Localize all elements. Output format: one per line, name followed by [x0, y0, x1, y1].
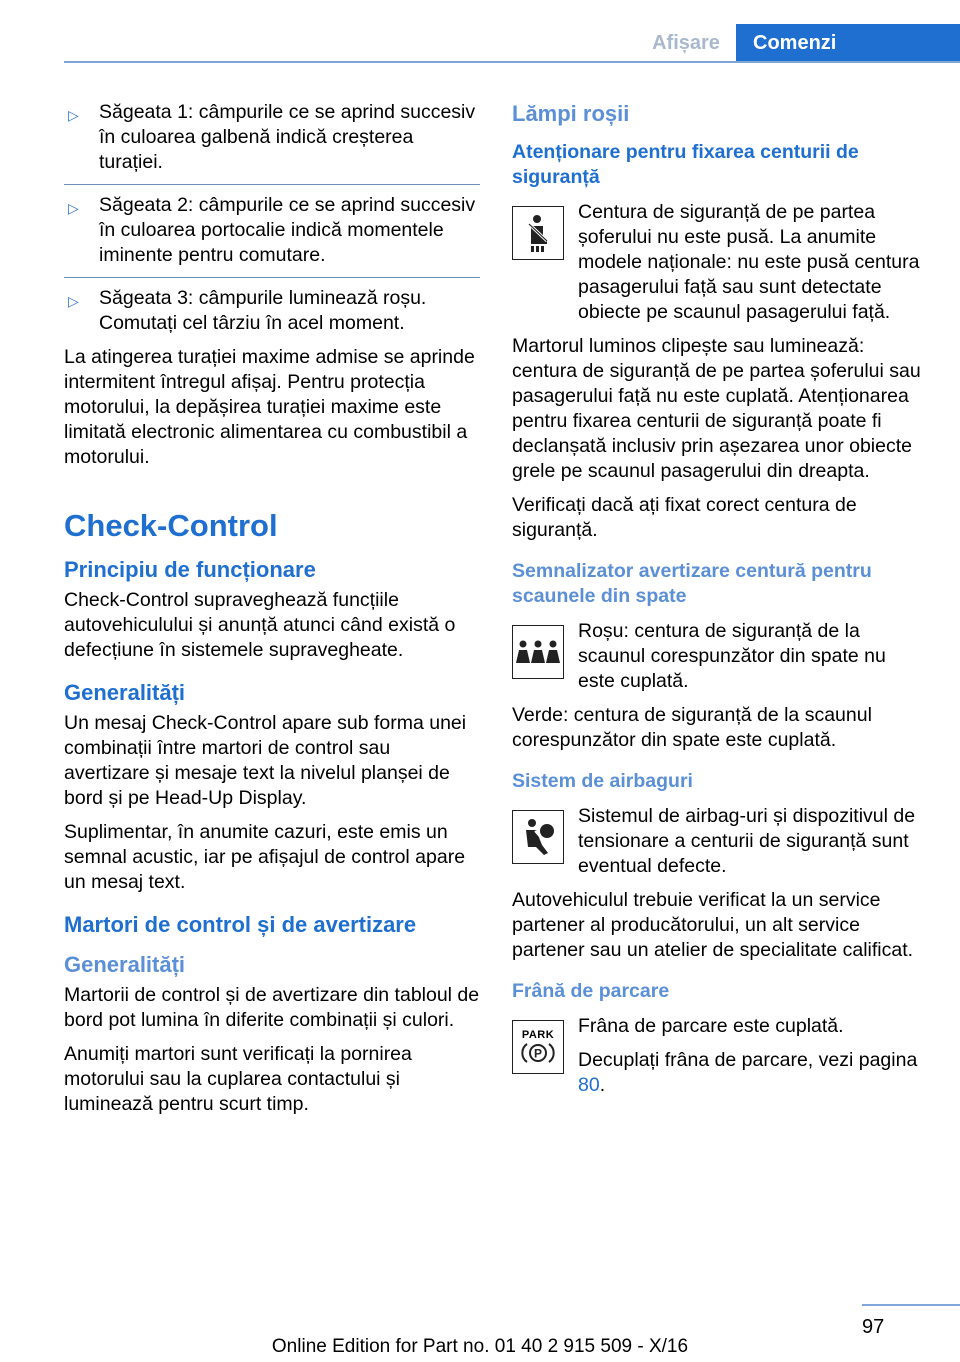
paragraph: La atingerea turației maxime admise se aprinde intermitent întregul afișaj. Pentru protecția motorului, la depășirea turației maxime este limitată electronic alimentarea cu combustibil a motorului. — [64, 346, 475, 468]
heading-atentionare-centura: Atenționare pentru fixarea centurii de siguranță — [512, 141, 859, 188]
seatbelt-warning-icon — [512, 206, 564, 260]
list-item — [64, 286, 480, 336]
section-title-check-control: Check-Control — [64, 508, 278, 543]
triangle-bullet-icon: ▷ — [68, 293, 79, 309]
divider — [64, 184, 480, 185]
seatbelt-warning-text: Centura de siguranță de pe partea șoferului nu este pusă. La anumite modele naționale: nu este pusă centura pasagerului față sau sunt detectate obiecte pe scaunul pasagerului față. — [578, 201, 920, 323]
park-brake-icon — [512, 1020, 564, 1074]
paragraph: Frâna de parcare este cuplată. — [578, 1015, 844, 1037]
paragraph: Martorul luminos clipește sau luminează: centura de siguranță de pe partea șoferului sau pasagerului față nu este cuplată. Atenționarea pentru fixarea centurii de siguranță poate fi declanșată inclusiv prin așezarea unor obiecte grele pe scaunul pasagerului din dreapta. — [512, 335, 921, 482]
heading-generalitati-2: Generalități — [64, 952, 186, 977]
park-instruction: Decuplați frâna de parcare, vezi pagina — [578, 1049, 918, 1071]
heading-airbag: Sistem de airbaguri — [512, 770, 693, 792]
paragraph: Anumiți martori sunt verificați la pornirea motorului sau la cuplarea contactului și luminează pentru scurt timp. — [64, 1043, 412, 1115]
list-item — [64, 193, 480, 268]
header-divider — [64, 61, 960, 63]
heading-generalitati: Generalități — [64, 680, 186, 705]
bullet-text: Săgeata 3: câmpurile luminează roșu. Comutați cel târziu în acel moment. — [99, 287, 427, 334]
period: . — [599, 1074, 606, 1096]
heading-martori: Martori de control și de avertizare — [64, 912, 417, 937]
list-item — [64, 100, 480, 175]
park-brake-text — [578, 1014, 928, 1107]
edition-footer: Online Edition for Part no. 01 40 2 915 509 - X/16 — [271, 1336, 689, 1357]
paragraph: Verde: centura de siguranță de la scaunul corespunzător din spate este cuplată. — [512, 704, 872, 751]
page-header — [0, 0, 960, 62]
triangle-bullet-icon: ▷ — [68, 200, 79, 216]
svg-text:P: P — [533, 1046, 543, 1061]
triangle-bullet-icon: ▷ — [68, 107, 79, 123]
bullet-text: Săgeata 2: câmpurile ce se aprind succesiv în culoarea portocalie indică momentele iminente pentru comutare. — [99, 194, 476, 266]
paragraph: Verificați dacă ați fixat corect centura de siguranță. — [512, 494, 857, 541]
right-column — [512, 100, 928, 1107]
page-number: 97 — [862, 1316, 885, 1338]
park-label: PARK — [521, 1029, 555, 1041]
airbag-icon — [512, 810, 564, 864]
rear-seatbelt-icon — [512, 625, 564, 679]
tab-comenzi[interactable]: Comenzi — [736, 24, 960, 62]
page-link[interactable]: 80 — [578, 1074, 600, 1096]
heading-semnalizator-spate: Semnalizator avertizare centură pentru scaunele din spate — [512, 560, 872, 607]
heading-principiu: Principiu de funcționare — [64, 557, 316, 582]
paragraph: Suplimentar, în anumite cazuri, este emis un semnal acustic, iar pe afișajul de control apare un mesaj text. — [64, 821, 466, 893]
paragraph: Un mesaj Check-Control apare sub forma unei combinații între martori de control sau avertizare și mesaje text la nivelul planșei de bord și pe Head-Up Display. — [64, 712, 467, 809]
footer-divider — [862, 1304, 960, 1306]
airbag-row — [512, 804, 928, 879]
paragraph: Autovehiculul trebuie verificat la un service partener al producătorului, un alt service partener sau un atelier de specialitate calificat. — [512, 889, 914, 961]
tab-afisare[interactable]: Afișare — [652, 31, 720, 54]
divider — [64, 277, 480, 278]
airbag-text: Sistemul de airbag-uri și dispozitivul de tensionare a centurii de siguranță sunt eventual defecte. — [578, 805, 916, 877]
heading-frana-parcare: Frână de parcare — [512, 980, 670, 1002]
rear-seatbelt-row — [512, 619, 928, 694]
rear-seatbelt-text: Roșu: centura de siguranță de la scaunul corespunzător din spate nu este cuplată. — [578, 620, 886, 692]
seatbelt-warning-row — [512, 200, 928, 325]
bullet-text: Săgeata 1: câmpurile ce se aprind succesiv în culoarea galbenă indică creșterea turației. — [99, 101, 476, 173]
paragraph: Check-Control supraveghează funcțiile autovehiculului și anunță atunci când există o defecțiune în sistemele supravegheate. — [64, 589, 456, 661]
heading-lampi-rosii: Lămpi roșii — [512, 101, 630, 126]
paragraph — [578, 1048, 928, 1098]
paragraph: Martorii de control și de avertizare din tabloul de bord pot lumina în diferite combinații și culori. — [64, 984, 480, 1031]
park-brake-row — [512, 1014, 928, 1107]
left-column — [64, 100, 480, 1126]
